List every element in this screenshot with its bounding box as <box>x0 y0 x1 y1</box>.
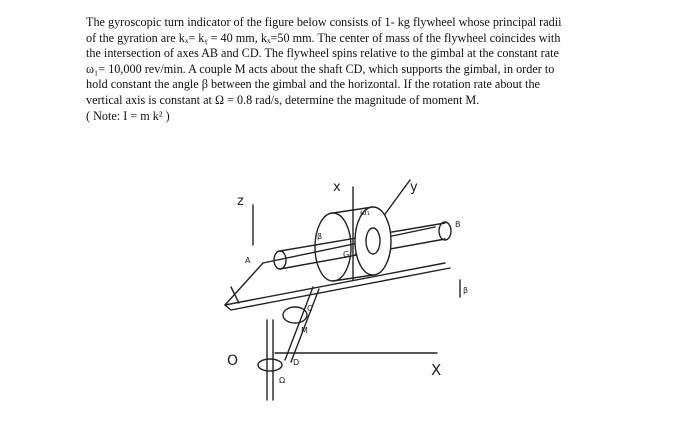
problem-line: the intersection of axes AB and CD. The flywheel spins relative to the gimbal at the constant rate <box>86 46 559 61</box>
label-c: C <box>307 304 313 313</box>
problem-line: The gyroscopic turn indicator of the figure below consists of 1- kg flywheel whose principal radii <box>86 15 562 29</box>
label-d: D <box>293 358 300 367</box>
label-b: B <box>455 220 461 229</box>
label-beta-right: β <box>463 286 469 295</box>
label-x-right: X <box>431 361 442 379</box>
shaft-cd <box>285 287 313 360</box>
problem-line: hold constant the angle β between the gimbal and the horizontal. If the rotation rate about the <box>86 77 540 92</box>
label-g: G <box>343 250 350 259</box>
label-y: y <box>410 180 418 195</box>
gimbal-lower-rail <box>231 268 450 310</box>
label-z: z <box>237 194 244 209</box>
gyroscope-diagram <box>205 175 505 415</box>
shaft-end-b <box>439 222 451 240</box>
omega-rotation-arrow <box>258 359 282 371</box>
label-m: M <box>301 326 308 335</box>
flywheel-back-face <box>315 213 351 281</box>
gyroscope-figure <box>205 175 505 415</box>
problem-line: ( Note: I = m k² ) <box>86 108 170 123</box>
problem-line: of the gyration are kₓ= kᵧ = 40 mm, kₓ=50 mm. The center of mass of the flywheel coincides with <box>86 30 561 45</box>
problem-statement <box>86 15 646 124</box>
beta-marker-left <box>231 287 239 303</box>
label-beta-left: β <box>317 232 323 241</box>
label-big-omega: Ω <box>279 376 286 385</box>
label-x-top: x <box>333 180 341 195</box>
problem-line: vertical axis is constant at Ω = 0.8 rad/s, determine the magnitude of moment M. <box>86 92 480 107</box>
problem-line: ω₁= 10,000 rev/min. A couple M acts about the shaft CD, which supports the gimbal, in order to <box>86 61 555 76</box>
gimbal-corner <box>225 305 231 310</box>
couple-arrow <box>283 307 307 323</box>
label-omega: ω₁ <box>360 208 370 217</box>
flywheel-front-face <box>355 207 391 275</box>
label-o: O <box>227 353 239 369</box>
label-a: A <box>245 256 251 265</box>
